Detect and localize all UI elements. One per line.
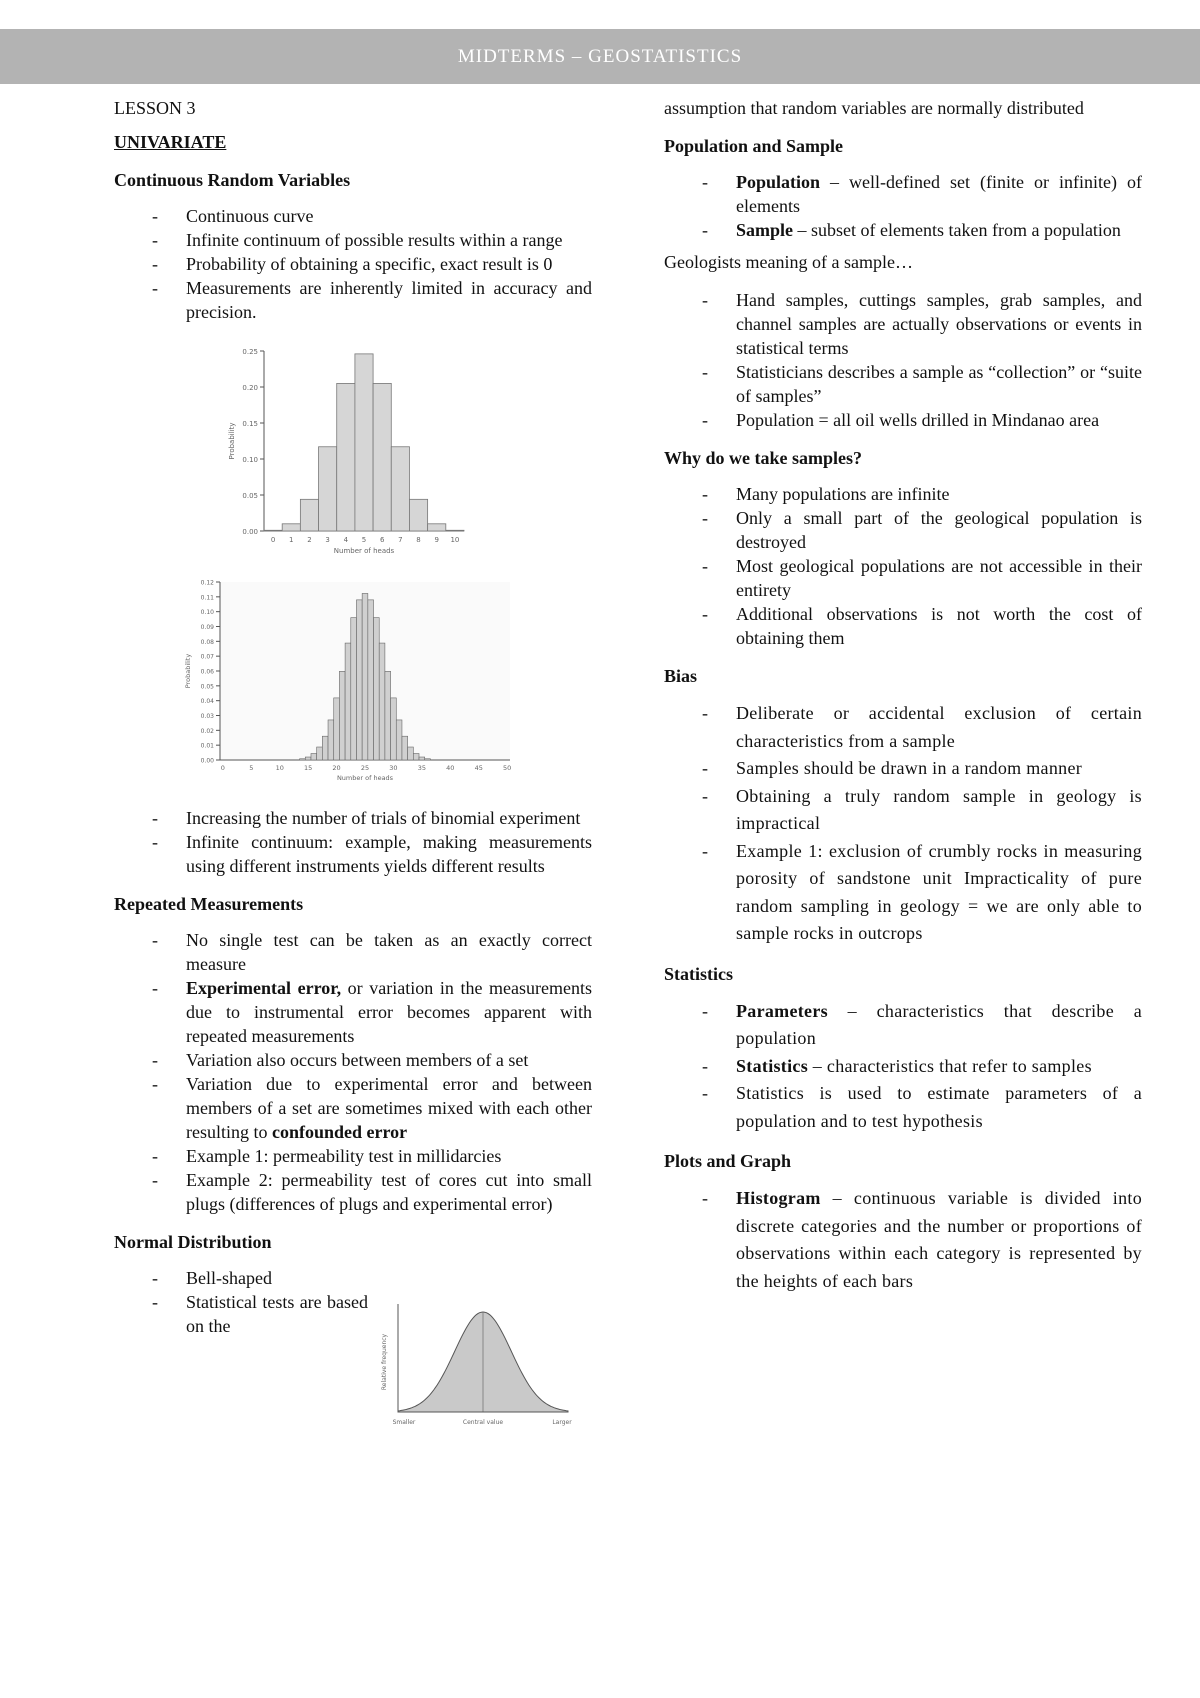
x-tick-label: 0	[220, 764, 225, 772]
histogram-bar	[425, 759, 431, 760]
heading-normal-distribution: Normal Distribution	[114, 1232, 272, 1252]
list-item: - Statistical tests are based on the	[114, 1290, 368, 1338]
x-tick-label: 6	[379, 536, 385, 544]
term-experimental-error: Experimental error,	[186, 978, 342, 998]
histogram-bar	[339, 671, 345, 760]
x-tick-label: 30	[389, 764, 398, 772]
list-item: - Obtaining a truly random sample in geology is impractical	[664, 783, 1142, 838]
histogram-bar	[356, 600, 362, 760]
bell-curve-figure	[376, 1300, 576, 1430]
list-item-text: – continuous variable is divided into discrete categories and the number or proportions of observations within each category is represented by the heights of each bars	[736, 1188, 1142, 1291]
population-list	[664, 170, 1142, 242]
histogram-bar	[391, 698, 397, 760]
y-tick-label: 0.10	[242, 456, 258, 464]
list-item: - Infinite continuum of possible results within a range	[114, 228, 592, 252]
term-population: Population	[736, 172, 821, 192]
histogram-bar	[305, 757, 311, 760]
geologists-list	[664, 288, 1142, 432]
y-tick-label: 0.08	[200, 638, 214, 646]
histogram-bar	[355, 354, 373, 531]
list-item	[664, 1053, 1142, 1081]
header-banner	[0, 29, 1200, 84]
histogram-bar	[337, 383, 355, 531]
x-tick-label: 45	[474, 764, 483, 772]
x-axis-label: Number of heads	[336, 774, 394, 782]
list-item: - Measurements are inherently limited in accuracy and precision.	[114, 276, 592, 324]
y-axis-label: Probability	[184, 653, 192, 689]
histogram-bar	[385, 671, 391, 760]
histogram-bar	[428, 524, 446, 531]
left-column	[114, 96, 592, 1426]
y-tick-label: 0.06	[200, 668, 214, 676]
heading-why-samples: Why do we take samples?	[664, 448, 863, 468]
list-item: - Probability of obtaining a specific, exact result is 0	[114, 252, 592, 276]
y-tick-label: 0.05	[200, 683, 214, 691]
y-tick-label: 0.02	[200, 727, 214, 735]
histogram-bar	[319, 447, 337, 531]
histogram-bar	[374, 618, 380, 760]
histogram-bar	[351, 618, 357, 760]
x-tick-label: 20	[332, 764, 341, 772]
histogram-bar	[328, 720, 334, 760]
list-item: - Additional observations is not worth the cost of obtaining them	[664, 602, 1142, 650]
histogram-bar	[409, 499, 427, 531]
statistics-list	[664, 998, 1142, 1136]
x-tick-label: 10	[275, 764, 284, 772]
histogram-bar	[317, 747, 323, 760]
histogram-bar	[391, 447, 409, 531]
x-tick-label: 25	[360, 764, 370, 772]
right-column	[664, 96, 1142, 1301]
list-item: - Statistics is used to estimate parameters of a population and to test hypothesis	[664, 1080, 1142, 1135]
y-tick-label: 0.03	[200, 713, 214, 720]
x-tick-label: 15	[303, 764, 313, 772]
heading-statistics: Statistics	[664, 963, 733, 984]
y-tick-label: 0.00	[242, 528, 258, 536]
y-tick-label: 0.25	[242, 348, 258, 356]
list-item	[664, 170, 1142, 218]
x-tick-label: 50	[503, 764, 512, 772]
x-label-central: Central value	[462, 1419, 504, 1426]
geologists-intro: Geologists meaning of a sample…	[664, 252, 913, 272]
term-confounded-error: confounded error	[272, 1122, 408, 1142]
list-item	[114, 1072, 592, 1144]
x-tick-label: 5	[249, 764, 254, 772]
crv-list-2	[114, 806, 592, 878]
list-item	[664, 218, 1142, 242]
list-item: - Example 1: exclusion of crumbly rocks in measuring porosity of sandstone unit Impracticality of pure random sampling in geology = we are only able to sample rocks in outcrops	[664, 838, 1142, 948]
y-tick-label: 0.20	[242, 384, 258, 392]
histogram-bar	[311, 754, 317, 760]
x-tick-label: 8	[416, 536, 421, 544]
histogram-bar	[396, 720, 402, 760]
list-item: - Example 2: permeability test of cores cut into small plugs (differences of plugs and experimental error)	[114, 1168, 592, 1216]
heading-continuous-random-variables: Continuous Random Variables	[114, 170, 351, 190]
x-tick-label: 1	[289, 536, 294, 544]
repeated-list	[114, 928, 592, 1216]
histogram-binomial-10	[224, 336, 474, 566]
x-tick-label: 10	[450, 536, 460, 544]
crv-list	[114, 204, 592, 324]
y-tick-label: 0.01	[200, 742, 214, 750]
list-item-text: – well-defined set (finite or infinite) of elements	[736, 172, 1142, 216]
list-item-text: – characteristics that describe a population	[736, 1000, 1142, 1048]
y-tick-label: 0.07	[200, 653, 214, 661]
list-item: - Only a small part of the geological population is destroyed	[664, 506, 1142, 554]
x-tick-label: 35	[417, 764, 427, 772]
histogram-bar	[373, 383, 391, 531]
histogram-bar	[322, 736, 328, 760]
normal-continuation: assumption that random variables are normally distributed	[664, 98, 1084, 118]
x-axis-label: Number of heads	[333, 547, 395, 555]
histogram-bar	[362, 593, 368, 760]
heading-bias: Bias	[664, 666, 698, 686]
histogram-bar	[264, 530, 282, 531]
x-label-smaller: Smaller	[392, 1419, 416, 1426]
histogram-bar	[446, 530, 464, 531]
y-tick-label: 0.12	[200, 579, 214, 587]
y-tick-label: 0.04	[200, 698, 214, 706]
list-item-text: – subset of elements taken from a population	[793, 220, 1121, 240]
x-label-larger: Larger	[552, 1419, 572, 1426]
term-histogram: Histogram	[736, 1188, 821, 1208]
x-tick-label: 3	[325, 536, 330, 544]
list-item-text: or variation in the measurements due to instrumental error becomes apparent with repeated measurements	[186, 978, 592, 1046]
why-list	[664, 482, 1142, 650]
normal-list	[114, 1266, 368, 1338]
y-tick-label: 0.09	[200, 624, 214, 631]
list-item: - Example 1: permeability test in millidarcies	[114, 1144, 592, 1168]
list-item: - Hand samples, cuttings samples, grab samples, and channel samples are actually observations or events in statistical terms	[664, 288, 1142, 360]
y-tick-label: 0.10	[200, 609, 214, 617]
list-item: - Many populations are infinite	[664, 482, 1142, 506]
list-item: - Variation also occurs between members of a set	[114, 1048, 592, 1072]
histogram-bar	[300, 759, 306, 760]
normal-distribution-block	[114, 1266, 592, 1426]
histogram-bar	[368, 600, 374, 760]
list-item: - Statisticians describes a sample as “collection” or “suite of samples”	[664, 360, 1142, 408]
histogram-binomial-50	[182, 572, 522, 792]
histogram-bar	[334, 698, 340, 760]
y-tick-label: 0.05	[242, 492, 258, 500]
plots-list	[664, 1185, 1142, 1295]
list-item-text: – characteristics that refer to samples	[808, 1055, 1092, 1076]
bias-list	[664, 700, 1142, 948]
y-tick-label: 0.00	[200, 757, 214, 765]
y-tick-label: 0.15	[242, 420, 258, 428]
list-item: - No single test can be taken as an exactly correct measure	[114, 928, 592, 976]
list-item: - Deliberate or accidental exclusion of certain characteristics from a sample	[664, 700, 1142, 755]
y-tick-label: 0.11	[200, 594, 214, 602]
histogram-bar	[419, 757, 425, 760]
list-item	[664, 1185, 1142, 1295]
x-tick-label: 4	[343, 536, 349, 544]
list-item: - Bell-shaped	[114, 1266, 368, 1290]
term-sample: Sample	[736, 220, 794, 240]
list-item: - Increasing the number of trials of binomial experiment	[114, 806, 592, 830]
section-title: UNIVARIATE	[114, 132, 227, 152]
term-parameters: Parameters	[736, 1000, 828, 1021]
histogram-bar	[379, 643, 385, 760]
list-item: - Most geological populations are not accessible in their entirety	[664, 554, 1142, 602]
list-item: - Population = all oil wells drilled in Mindanao area	[664, 408, 1142, 432]
x-tick-label: 7	[398, 536, 403, 544]
list-item: - Samples should be drawn in a random manner	[664, 755, 1142, 783]
histogram-bar	[282, 524, 300, 531]
term-statistics: Statistics	[736, 1055, 808, 1076]
heading-repeated-measurements: Repeated Measurements	[114, 894, 304, 914]
list-item-text: Variation due to experimental error and between members of a set are sometimes mixed with each other resulting to	[186, 1074, 592, 1142]
page-title: MIDTERMS – GEOSTATISTICS	[457, 45, 743, 67]
list-item	[664, 998, 1142, 1053]
list-item	[114, 976, 592, 1048]
x-tick-label: 9	[434, 536, 439, 544]
x-tick-label: 5	[361, 536, 367, 544]
histogram-bar	[408, 747, 414, 760]
heading-plots-and-graph: Plots and Graph	[664, 1151, 792, 1171]
lesson-label: LESSON 3	[114, 98, 196, 118]
list-item: - Infinite continuum: example, making measurements using different instruments yields different results	[114, 830, 592, 878]
x-tick-label: 0	[270, 536, 276, 544]
x-tick-label: 40	[446, 764, 455, 772]
histogram-bar	[300, 499, 318, 531]
histogram-bar	[345, 643, 351, 760]
histogram-bar	[402, 736, 408, 760]
list-item: - Continuous curve	[114, 204, 592, 228]
histogram-bar	[413, 754, 419, 760]
y-axis-label: Relative frequency	[381, 1333, 388, 1391]
heading-population-and-sample: Population and Sample	[664, 136, 844, 156]
y-axis-label: Probability	[228, 422, 236, 460]
x-tick-label: 2	[307, 536, 312, 544]
